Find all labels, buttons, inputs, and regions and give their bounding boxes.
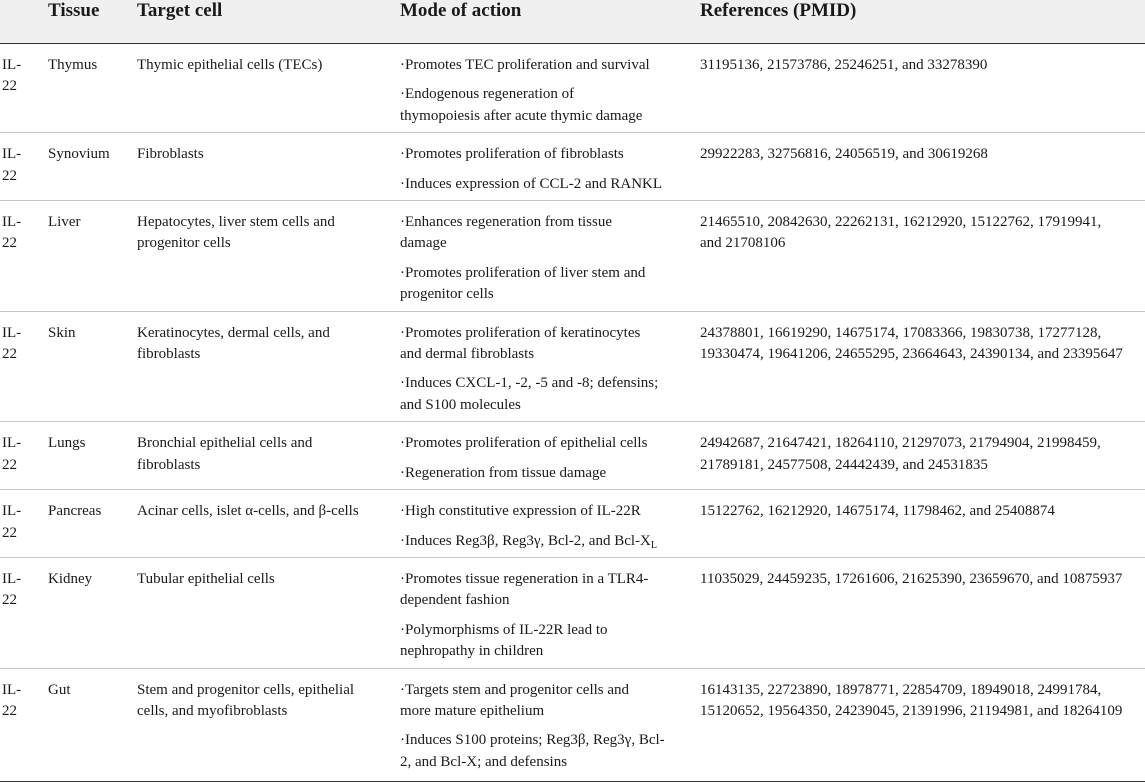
cell-mode-of-action xyxy=(400,668,700,782)
mode-item xyxy=(400,84,700,127)
cell-cytokine xyxy=(0,668,48,782)
mode-text: ·Enhances regeneration from tissue xyxy=(400,214,612,231)
cytokine-text: 22 xyxy=(2,346,17,363)
tissue-text: Skin xyxy=(48,324,76,341)
mode-item xyxy=(400,463,700,484)
target-cell-text: Fibroblasts xyxy=(137,146,204,163)
cytokine-text: IL- xyxy=(2,146,22,163)
cell-cytokine xyxy=(0,201,48,312)
target-cell-text: cells, and myofibroblasts xyxy=(137,702,288,719)
cell-references xyxy=(700,44,1145,133)
target-cell-text: Tubular epithelial cells xyxy=(137,570,275,587)
cytokine-text: 22 xyxy=(2,702,17,719)
cytokine-text: IL- xyxy=(2,435,22,452)
cell-references xyxy=(700,311,1145,422)
cell-target-cell xyxy=(137,422,400,490)
mode-text: ·Induces CXCL-1, -2, -5 and -8; defensins; xyxy=(400,375,659,392)
cell-mode-of-action xyxy=(400,311,700,422)
tissue-text: Thymus xyxy=(48,57,98,73)
table-row xyxy=(0,422,1145,490)
table-row xyxy=(0,311,1145,422)
mode-text: ·High constitutive expression of IL-22R xyxy=(400,503,641,520)
cytokine-text: IL- xyxy=(2,503,22,520)
mode-text: ·Regeneration from tissue damage xyxy=(400,464,607,481)
cell-target-cell xyxy=(137,668,400,782)
target-cell-text: Thymic epithelial cells (TECs) xyxy=(137,57,323,73)
mode-item xyxy=(400,433,700,454)
cell-tissue xyxy=(48,44,137,133)
table-row xyxy=(0,44,1145,133)
cell-cytokine xyxy=(0,311,48,422)
cytokine-text: 22 xyxy=(2,524,17,541)
cytokine-text: IL- xyxy=(2,681,22,698)
mode-text: ·Induces expression of CCL-2 and RANKL xyxy=(400,175,663,192)
cell-mode-of-action xyxy=(400,133,700,201)
mode-text: damage xyxy=(400,235,447,252)
cell-tissue xyxy=(48,490,137,558)
mode-text: and dermal fibroblasts xyxy=(400,346,535,363)
table-row xyxy=(0,668,1145,782)
cell-cytokine xyxy=(0,490,48,558)
tissue-text: Gut xyxy=(48,681,71,698)
header-references-label: References (PMID) xyxy=(700,0,857,21)
cytokine-text: IL- xyxy=(2,570,22,587)
target-cell-text: fibroblasts xyxy=(137,456,201,473)
target-cell-text: Stem and progenitor cells, epithelial xyxy=(137,681,355,698)
tissue-text: Kidney xyxy=(48,570,93,587)
header-target-cell-label: Target cell xyxy=(137,0,223,21)
cell-target-cell xyxy=(137,490,400,558)
cell-target-cell xyxy=(137,133,400,201)
cytokine-text: 22 xyxy=(2,167,17,184)
cell-mode-of-action xyxy=(400,201,700,312)
cell-references xyxy=(700,201,1145,312)
cell-tissue xyxy=(48,422,137,490)
tissue-text: Synovium xyxy=(48,146,110,163)
header-row xyxy=(0,0,1145,44)
cytokine-text: IL- xyxy=(2,214,22,231)
target-cell-text: Keratinocytes, dermal cells, and xyxy=(137,324,330,341)
mode-item xyxy=(400,323,700,366)
references-text: 24942687, 21647421, 18264110, 21297073, 21794904, 21998459, xyxy=(700,435,1101,452)
mode-item xyxy=(400,531,700,552)
mode-item xyxy=(400,569,700,612)
mode-text: ·Promotes proliferation of liver stem and xyxy=(400,264,646,281)
mode-item xyxy=(400,212,700,255)
header-mode-of-action-label: Mode of action xyxy=(400,0,522,21)
cytokine-text: 22 xyxy=(2,592,17,609)
mode-text: 2, and Bcl-X; and defensins xyxy=(400,753,568,770)
cell-references xyxy=(700,668,1145,782)
mode-item xyxy=(400,144,700,165)
table-row xyxy=(0,133,1145,201)
cell-tissue xyxy=(48,311,137,422)
cytokine-text: 22 xyxy=(2,456,17,473)
references-text: 11035029, 24459235, 17261606, 21625390, 23659670, and 10875937 xyxy=(700,570,1123,587)
header-tissue-label: Tissue xyxy=(48,0,100,21)
mode-text: ·Targets stem and progenitor cells and xyxy=(400,681,630,698)
references-text: 31195136, 21573786, 25246251, and 33278390 xyxy=(700,57,988,73)
mode-text: ·Induces Reg3β, Reg3γ, Bcl-2, and Bcl-X xyxy=(400,532,651,549)
table-body xyxy=(0,44,1145,782)
tissue-text: Lungs xyxy=(48,435,86,452)
mode-text: dependent fashion xyxy=(400,592,510,609)
table-row xyxy=(0,557,1145,668)
cell-target-cell xyxy=(137,557,400,668)
mode-item xyxy=(400,373,700,416)
tissue-text: Pancreas xyxy=(48,503,102,520)
mode-text: ·Polymorphisms of IL-22R lead to xyxy=(400,621,608,638)
mode-text: ·Promotes proliferation of epithelial cells xyxy=(400,435,648,452)
mode-text: progenitor cells xyxy=(400,286,494,303)
mode-text: more mature epithelium xyxy=(400,702,545,719)
target-cell-text: Hepatocytes, liver stem cells and xyxy=(137,214,335,231)
mode-item xyxy=(400,55,700,76)
references-text: 15122762, 16212920, 14675174, 11798462, and 25408874 xyxy=(700,503,1055,520)
cell-target-cell xyxy=(137,311,400,422)
mode-text: thymopoiesis after acute thymic damage xyxy=(400,107,643,124)
mode-text: and S100 molecules xyxy=(400,396,521,413)
references-text: 21465510, 20842630, 22262131, 16212920, 15122762, 17919941, xyxy=(700,214,1102,231)
cell-cytokine xyxy=(0,44,48,133)
references-text: 15120652, 19564350, 24239045, 21391996, 21194981, and 18264109 xyxy=(700,702,1123,719)
mode-text: ·Promotes proliferation of fibroblasts xyxy=(400,146,624,163)
tissue-text: Liver xyxy=(48,214,81,231)
table-header xyxy=(0,0,1145,44)
target-cell-text: progenitor cells xyxy=(137,235,231,252)
target-cell-text: Acinar cells, islet α-cells, and β-cells xyxy=(137,503,359,520)
mode-item xyxy=(400,263,700,306)
cell-mode-of-action xyxy=(400,557,700,668)
mode-text: ·Induces S100 proteins; Reg3β, Reg3γ, Bcl- xyxy=(400,732,665,749)
references-text: 16143135, 22723890, 18978771, 22854709, 18949018, 24991784, xyxy=(700,681,1102,698)
mode-item xyxy=(400,174,700,195)
mode-item xyxy=(400,680,700,723)
mode-text: ·Endogenous regeneration of xyxy=(400,86,575,103)
cell-cytokine xyxy=(0,557,48,668)
target-cell-text: fibroblasts xyxy=(137,346,201,363)
references-text: 21789181, 24577508, 24442439, and 24531835 xyxy=(700,456,988,473)
mode-text: nephropathy in children xyxy=(400,643,544,660)
cell-references xyxy=(700,422,1145,490)
cell-tissue xyxy=(48,133,137,201)
mode-item xyxy=(400,730,700,773)
header-tissue xyxy=(48,0,137,44)
references-text: and 21708106 xyxy=(700,235,786,252)
target-cell-text: Bronchial epithelial cells and xyxy=(137,435,313,452)
cell-mode-of-action xyxy=(400,44,700,133)
references-text: 29922283, 32756816, 24056519, and 30619268 xyxy=(700,146,988,163)
mode-item xyxy=(400,501,700,522)
cell-tissue xyxy=(48,668,137,782)
cell-mode-of-action xyxy=(400,490,700,558)
cell-cytokine xyxy=(0,422,48,490)
table-row xyxy=(0,490,1145,558)
header-cytokine xyxy=(0,0,48,44)
mode-text: ·Promotes TEC proliferation and survival xyxy=(400,57,650,73)
cell-target-cell xyxy=(137,44,400,133)
cell-references xyxy=(700,557,1145,668)
mode-text: ·Promotes proliferation of keratinocytes xyxy=(400,324,641,341)
table-row xyxy=(0,201,1145,312)
mode-subscript: L xyxy=(650,539,657,551)
references-text: 24378801, 16619290, 14675174, 17083366, 19830738, 17277128, xyxy=(700,324,1102,341)
cell-tissue xyxy=(48,557,137,668)
cytokine-text: IL- xyxy=(2,324,22,341)
cytokine-text: IL- xyxy=(2,57,22,73)
mode-text: ·Promotes tissue regeneration in a TLR4- xyxy=(400,570,649,587)
cell-target-cell xyxy=(137,201,400,312)
header-references xyxy=(700,0,1145,44)
cell-references xyxy=(700,490,1145,558)
cell-tissue xyxy=(48,201,137,312)
cytokine-text: 22 xyxy=(2,78,17,95)
mode-item xyxy=(400,620,700,663)
cell-mode-of-action xyxy=(400,422,700,490)
references-text: 19330474, 19641206, 24655295, 23664643, 24390134, and 23395647 xyxy=(700,346,1123,363)
header-target-cell xyxy=(137,0,400,44)
cytokine-text: 22 xyxy=(2,235,17,252)
header-mode-of-action xyxy=(400,0,700,44)
cell-references xyxy=(700,133,1145,201)
cell-cytokine xyxy=(0,133,48,201)
